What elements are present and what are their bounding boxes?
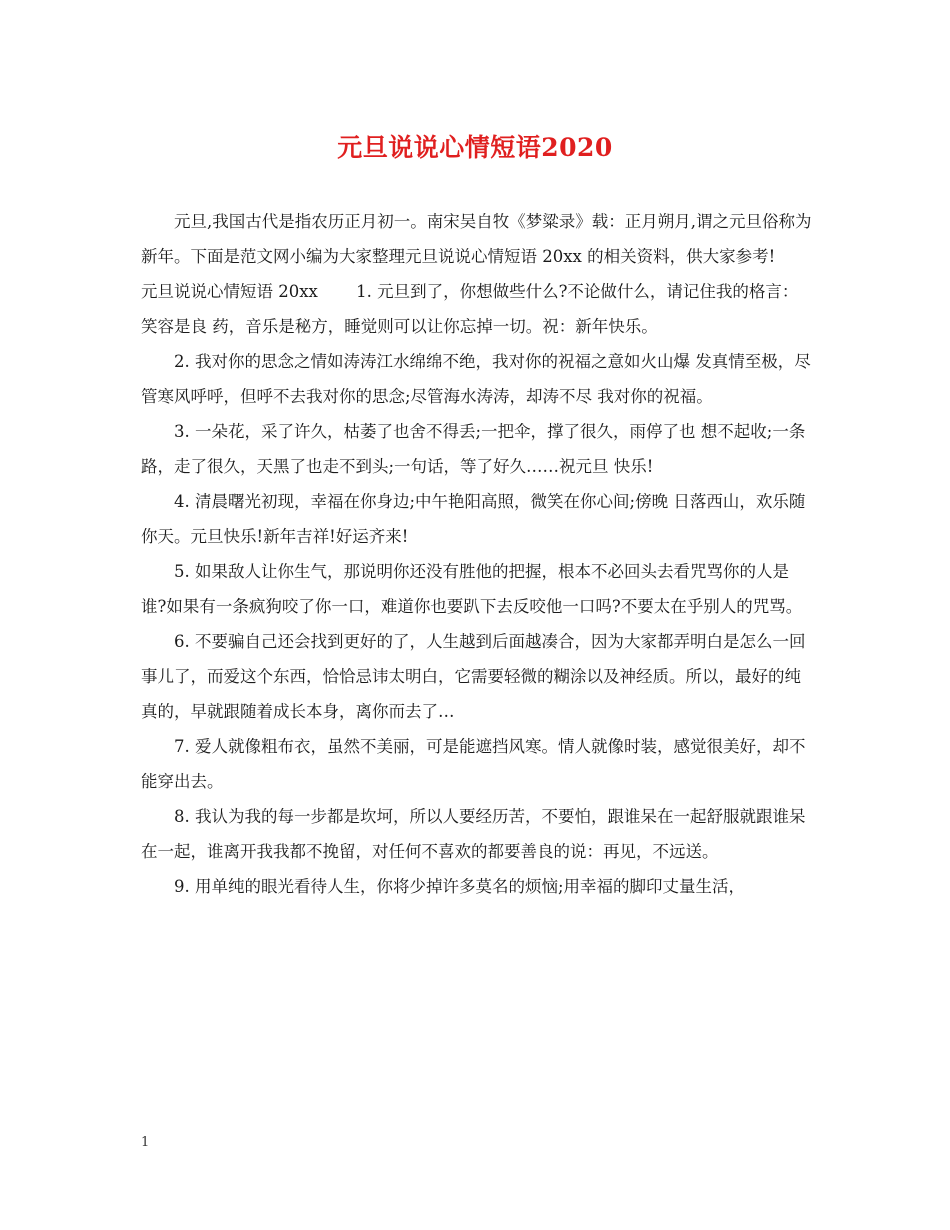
paragraph-item-1: 元旦说说心情短语 20xx 1. 元旦到了，你想做些什么?不论做什么，请记住我的格言：笑容是良 药，音乐是秘方，睡觉则可以让你忘掉一切。祝：新年快乐。 bbox=[141, 282, 799, 336]
page-number: 1 bbox=[141, 1135, 150, 1150]
paragraph-item-6: 6. 不要骗自己还会找到更好的了，人生越到后面越凑合，因为大家都弄明白是怎么一回事儿了，而爱这个东西，恰恰忌讳太明白，它需要轻微的糊涂以及神经质。所以，最好的纯真的，早就跟随着成长本身，离你而去了… bbox=[141, 632, 806, 721]
paragraph-item-5: 5. 如果敌人让你生气，那说明你还没有胜他的把握，根本不必回头去看咒骂你的人是谁?如果有一条疯狗咬了你一口，难道你也要趴下去反咬他一口吗?不要太在乎别人的咒骂。 bbox=[141, 562, 803, 616]
document-title: 元旦说说心情短语2020 bbox=[337, 133, 613, 162]
paragraph-item-3: 3. 一朵花，采了许久，枯萎了也舍不得丢;一把伞，撑了很久，雨停了也 想不起收;一条路，走了很久，天黑了也走不到头;一句话，等了好久……祝元旦 快乐! bbox=[141, 422, 806, 476]
paragraph-item-7: 7. 爱人就像粗布衣，虽然不美丽，可是能遮挡风寒。情人就像时装，感觉很美好，却不能穿出去。 bbox=[141, 737, 806, 791]
paragraph-item-9: 9. 用单纯的眼光看待人生，你将少掉许多莫名的烦恼;用幸福的脚印丈量生活， bbox=[174, 877, 746, 896]
paragraph-item-2: 2. 我对你的思念之情如涛涛江水绵绵不绝，我对你的祝福之意如火山爆 发真情至极，尽管寒风呼呼，但呼不去我对你的思念;尽管海水涛涛，却涛不尽 我对你的祝福。 bbox=[141, 352, 811, 406]
paragraph-item-8: 8. 我认为我的每一步都是坎坷，所以人要经历苦，不要怕，跟谁呆在一起舒服就跟谁呆在一起，谁离开我我都不挽留，对任何不喜欢的都要善良的说：再见，不远送。 bbox=[141, 807, 806, 861]
paragraph-item-4: 4. 清晨曙光初现，幸福在你身边;中午艳阳高照，微笑在你心间;傍晚 日落西山，欢乐随你天。元旦快乐!新年吉祥!好运齐来! bbox=[141, 492, 806, 546]
paragraph-intro: 元旦,我国古代是指农历正月初一。南宋吴自牧《梦粱录》载：正月朔月,谓之元旦俗称为新年。下面是范文网小编为大家整理元旦说说心情短语 20xx 的相关资料，供大家参考! bbox=[141, 212, 812, 266]
document-body bbox=[141, 204, 813, 904]
